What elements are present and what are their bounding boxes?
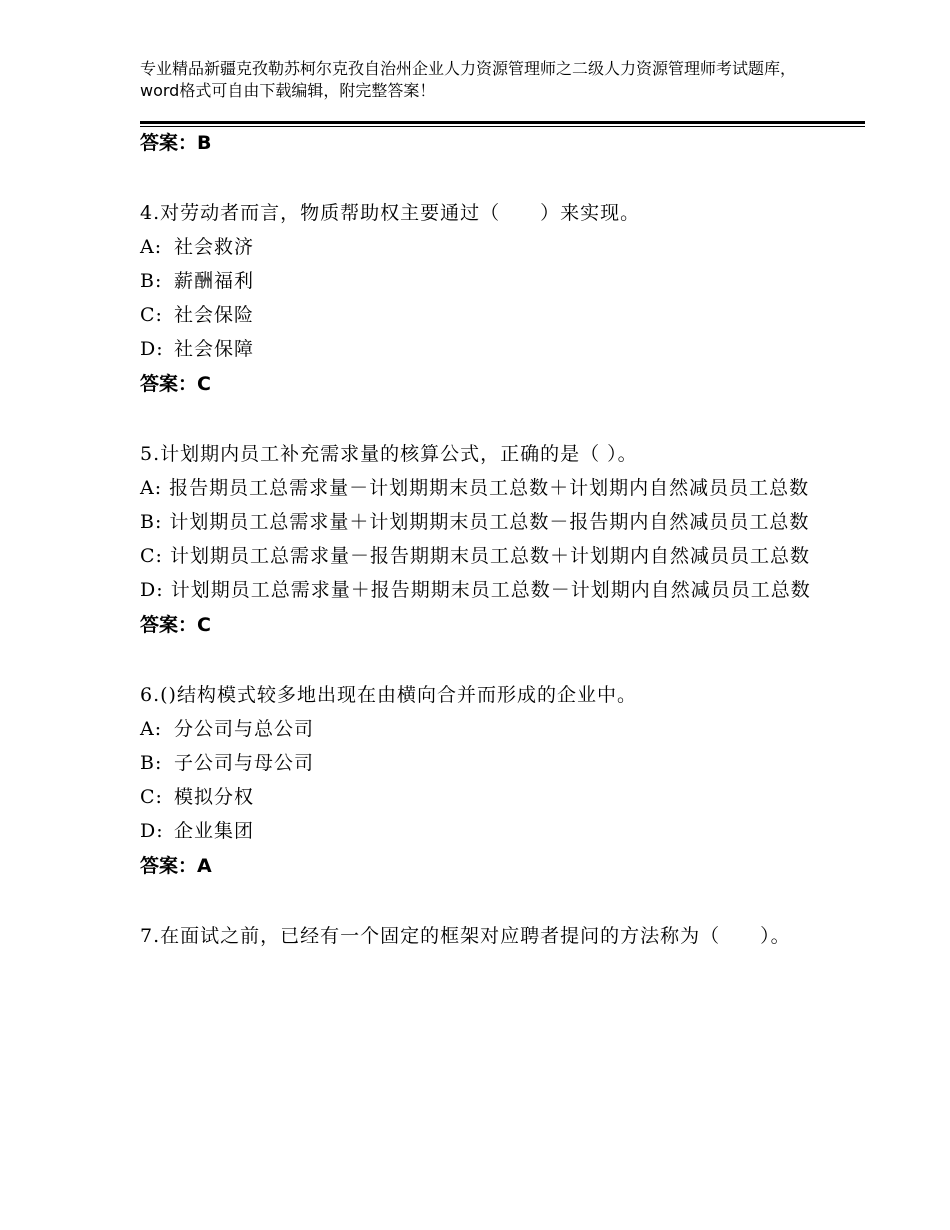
question-text: 6.()结构模式较多地出现在由横向合并而形成的企业中。 xyxy=(140,684,637,706)
option-text: 模拟分权 xyxy=(174,786,255,808)
option-d xyxy=(140,814,820,848)
question-block-4 xyxy=(140,196,820,402)
document-header: 专业精品新疆克孜勒苏柯尔克孜自治州企业人力资源管理师之二级人力资源管理师考试题库，word格式可自由下载编辑，附完整答案！ xyxy=(140,59,797,100)
answer-line: 答案：C xyxy=(140,373,211,395)
option-text: 企业集团 xyxy=(174,820,255,842)
option-d xyxy=(140,332,820,366)
question-text: 4.对劳动者而言，物质帮助权主要通过（ ）来实现。 xyxy=(140,202,641,224)
option-a xyxy=(140,712,820,746)
option-text: 社会保险 xyxy=(174,304,255,326)
option-letter: B: xyxy=(140,752,163,774)
question-block-7 xyxy=(140,919,820,953)
option-text: 社会保障 xyxy=(174,338,255,360)
option-c xyxy=(140,780,820,814)
option-text: 薪酬福利 xyxy=(174,270,255,292)
option-text: 分公司与总公司 xyxy=(174,718,315,740)
option-c xyxy=(140,298,820,332)
option-text: 计划期员工总需求量＋计划期期末员工总数－报告期内自然减员员工总数 xyxy=(169,511,810,533)
option-letter: D: xyxy=(140,820,164,842)
option-text: 计划期员工总需求量－报告期期末员工总数＋计划期内自然减员员工总数 xyxy=(170,545,811,567)
option-letter: C: xyxy=(140,545,163,567)
option-letter: C: xyxy=(140,304,163,326)
option-letter: D: xyxy=(140,338,164,360)
option-b xyxy=(140,264,820,298)
question-list xyxy=(140,125,820,953)
option-text: 报告期员工总需求量－计划期期末员工总数＋计划期内自然减员员工总数 xyxy=(169,477,810,499)
answer-line: 答案：A xyxy=(140,855,212,877)
option-text: 计划期员工总需求量＋报告期期末员工总数－计划期内自然减员员工总数 xyxy=(170,579,811,601)
option-letter: C: xyxy=(140,786,163,808)
answer-line: 答案：C xyxy=(140,614,211,636)
option-letter: B: xyxy=(140,511,163,533)
option-b xyxy=(140,746,820,780)
question-text: 7.在面试之前，已经有一个固定的框架对应聘者提问的方法称为（ ）。 xyxy=(140,925,791,947)
option-b xyxy=(140,505,820,539)
option-text: 社会救济 xyxy=(174,236,255,258)
option-a xyxy=(140,471,820,505)
option-a xyxy=(140,230,820,264)
option-d xyxy=(140,573,820,607)
option-letter: A: xyxy=(140,718,163,740)
question-block-6 xyxy=(140,678,820,884)
option-text: 子公司与母公司 xyxy=(174,752,315,774)
option-letter: A: xyxy=(140,236,163,258)
header-rule-thick xyxy=(140,121,865,124)
question-block-5 xyxy=(140,437,820,643)
option-letter: D: xyxy=(140,579,164,601)
option-letter: B: xyxy=(140,270,163,292)
answer-line: 答案：B xyxy=(140,132,212,154)
question-text: 5.计划期内员工补充需求量的核算公式，正确的是（ ）。 xyxy=(140,443,638,465)
option-letter: A: xyxy=(140,477,163,499)
option-c xyxy=(140,539,820,573)
